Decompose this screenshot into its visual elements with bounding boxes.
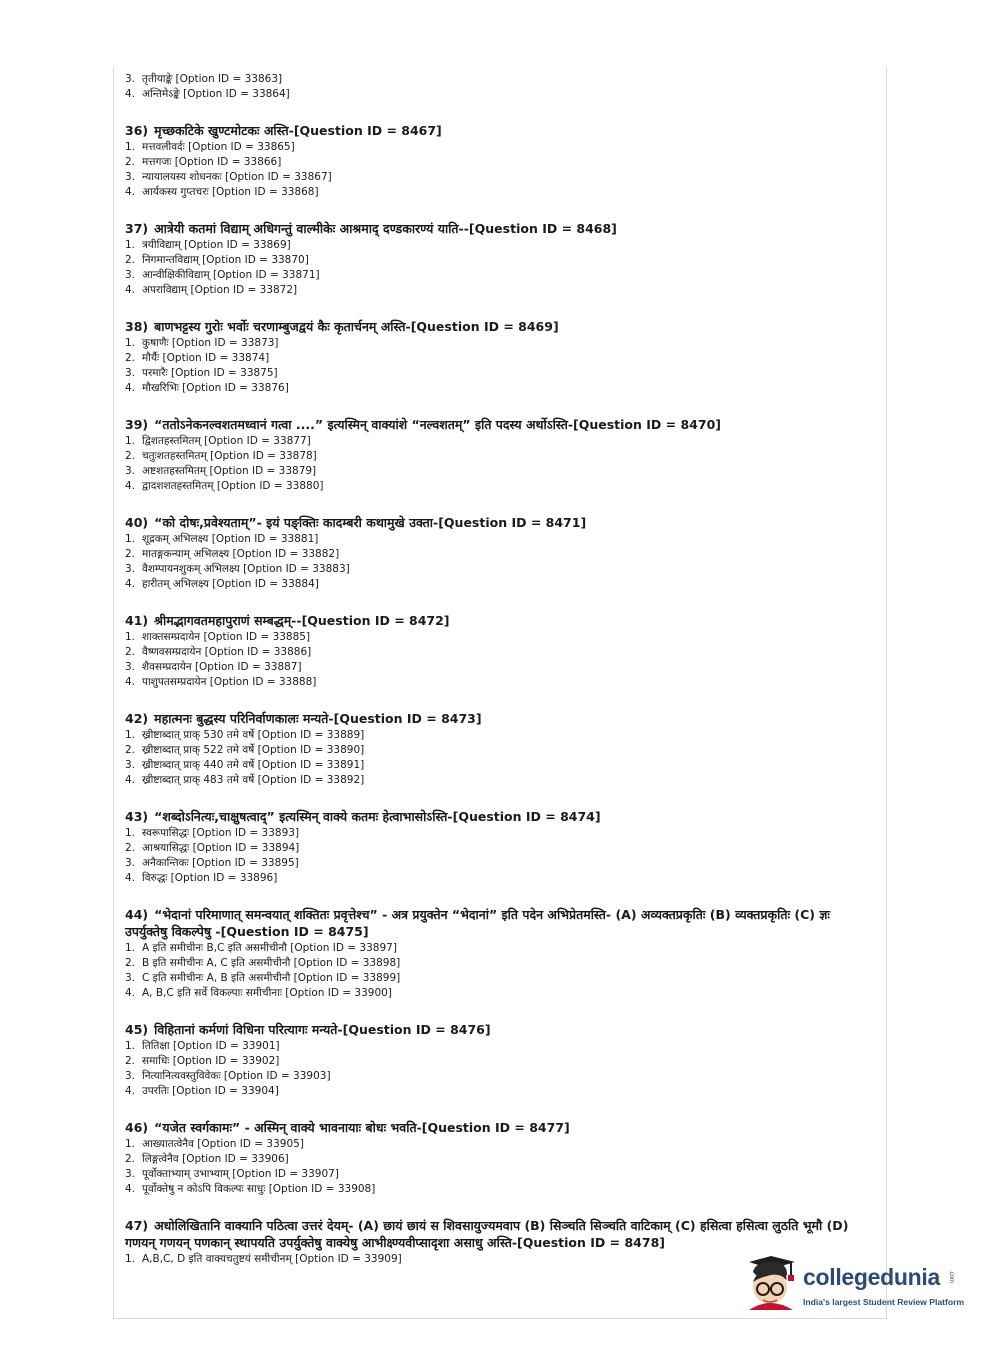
option-text: आर्यकस्य गुप्तचरः [Option ID = 33868] — [142, 186, 319, 198]
option-text: हारीतम् अभिलक्ष्य [Option ID = 33884] — [142, 578, 319, 590]
question-list — [125, 122, 870, 1267]
option-text: A, B,C इति सर्वे विकल्पाः समीचीनाः [Option ID = 33900] — [142, 987, 392, 999]
question-body: बाणभट्टस्य गुरोः भर्वोः चरणाम्बुजद्वयं कैः कृतार्चनम् अस्ति-[Question ID = 8469] — [154, 319, 559, 334]
question-body: “यजेत स्वर्गकामः” - अस्मिन् वाक्ये भावनायाः बोधः भवति-[Question ID = 8477] — [154, 1120, 570, 1135]
option-text: नित्यानित्यवस्तुविवेकः [Option ID = 33903] — [142, 1070, 331, 1082]
option-text: A इति समीचीनः B,C इति असमीचीनौ [Option ID = 33897] — [142, 942, 397, 954]
question-number: 42) — [125, 711, 149, 726]
option-text: विरुद्धः [Option ID = 33896] — [142, 872, 278, 884]
option-text: आश्रयासिद्धः [Option ID = 33894] — [142, 842, 300, 854]
option-text: ख्रीष्टाब्दात् प्राक् 483 तमे वर्षे [Option ID = 33892] — [142, 774, 365, 786]
option-item — [125, 72, 870, 87]
question-block — [125, 1119, 870, 1197]
option-item — [125, 1137, 870, 1152]
option-number: 1. — [125, 533, 136, 545]
option-number: 2. — [125, 156, 136, 168]
option-item — [125, 941, 870, 956]
option-item — [125, 87, 870, 102]
option-number: 4. — [125, 284, 136, 296]
question-number: 36) — [125, 123, 149, 138]
option-number: 4. — [125, 186, 136, 198]
option-item — [125, 841, 870, 856]
option-text: शाक्तसम्प्रदायेन [Option ID = 33885] — [142, 631, 311, 643]
option-number: 1. — [125, 141, 136, 153]
option-number: 2. — [125, 450, 136, 462]
question-block — [125, 220, 870, 298]
option-number: 1. — [125, 1138, 136, 1150]
option-text: A,B,C, D इति वाक्यचतुष्टयं समीचीनम् [Option ID = 33909] — [142, 1253, 402, 1265]
option-text: मत्तगजः [Option ID = 33866] — [142, 156, 282, 168]
question-body: श्रीमद्भागवतमहापुराणं सम्बद्धम्--[Question ID = 8472] — [154, 613, 450, 628]
question-block — [125, 710, 870, 788]
option-text: स्वरूपासिद्धः [Option ID = 33893] — [142, 827, 300, 839]
option-item — [125, 268, 870, 283]
question-block — [125, 906, 870, 1001]
option-number: 3. — [125, 1168, 136, 1180]
option-text: ख्रीष्टाब्दात् प्राक् 440 तमे वर्षे [Option ID = 33891] — [142, 759, 365, 771]
option-item — [125, 434, 870, 449]
question-text — [125, 514, 870, 531]
option-number: 3. — [125, 171, 136, 183]
option-text: उपरतिः [Option ID = 33904] — [142, 1085, 279, 1097]
option-text: ख्रीष्टाब्दात् प्राक् 522 तमे वर्षे [Option ID = 33890] — [142, 744, 365, 756]
option-text: द्विशतहस्तमितम् [Option ID = 33877] — [142, 435, 311, 447]
option-item — [125, 562, 870, 577]
option-number: 3. — [125, 972, 136, 984]
option-text: B इति समीचीनः A, C इति असमीचीनौ [Option ID = 33898] — [142, 957, 401, 969]
option-text: चतुःशतहस्तमितम् [Option ID = 33878] — [142, 450, 317, 462]
question-number: 40) — [125, 515, 149, 530]
option-number: 1. — [125, 435, 136, 447]
option-number: 3. — [125, 857, 136, 869]
question-text — [125, 710, 870, 727]
question-body: “शब्दोऽनित्यः,चाक्षुषत्वाद्” इत्यस्मिन् वाक्ये कतमः हेत्वाभासोऽस्ति-[Question ID = 8474] — [154, 809, 601, 824]
option-text: शैवसम्प्रदायेन [Option ID = 33887] — [142, 661, 302, 673]
option-text: ख्रीष्टाब्दात् प्राक् 530 तमे वर्षे [Option ID = 33889] — [142, 729, 365, 741]
option-item — [125, 971, 870, 986]
option-text: अपराविद्याम् [Option ID = 33872] — [142, 284, 298, 296]
option-number: 4. — [125, 872, 136, 884]
option-item — [125, 956, 870, 971]
option-item — [125, 1069, 870, 1084]
option-text: समाधिः [Option ID = 33902] — [142, 1055, 280, 1067]
option-number: 1. — [125, 1253, 136, 1265]
question-text — [125, 906, 870, 940]
option-item — [125, 728, 870, 743]
option-item — [125, 1039, 870, 1054]
option-text: न्यायालयस्य शोधनकः [Option ID = 33867] — [142, 171, 332, 183]
carryover-options — [125, 72, 870, 102]
collegedunia-watermark — [745, 1254, 975, 1314]
option-text: पूर्वोक्तेषु न कोऽपि विकल्पः साधुः [Option ID = 33908] — [142, 1183, 376, 1195]
option-number: 3. — [125, 1070, 136, 1082]
question-number: 39) — [125, 417, 149, 432]
option-item — [125, 1167, 870, 1182]
question-text — [125, 1217, 870, 1251]
option-text: वैशम्पायनशुकम् अभिलक्ष्य [Option ID = 33883] — [142, 563, 350, 575]
option-number: 2. — [125, 957, 136, 969]
question-body: मृच्छकटिके खुण्टमोटकः अस्ति-[Question ID = 8467] — [154, 123, 442, 138]
option-item — [125, 532, 870, 547]
option-number: 3. — [125, 661, 136, 673]
question-block — [125, 808, 870, 886]
option-text: द्वादशशतहस्तमितम् [Option ID = 33880] — [142, 480, 324, 492]
question-body: “भेदानां परिमाणात् समन्वयात् शक्तितः प्रवृत्तेश्च” - अत्र प्रयुक्तेन “भेदानां” इति पदेन अभिप्रेतमस्ति- (A) अव्यक्तप्रकृतिः (B) व्यक्तप्रकृतिः (C) ज्ञः उपर्युक्तेषु विकल्पेषु -[Question ID = 8475] — [125, 907, 830, 939]
option-number: 1. — [125, 942, 136, 954]
option-item — [125, 238, 870, 253]
option-text: त्रयीविद्याम् [Option ID = 33869] — [142, 239, 291, 251]
option-item — [125, 856, 870, 871]
option-text: अनैकान्तिकः [Option ID = 33895] — [142, 857, 299, 869]
option-item — [125, 577, 870, 592]
brand-name: collegedunia — [803, 1264, 940, 1290]
option-item — [125, 1152, 870, 1167]
option-item — [125, 645, 870, 660]
option-text: मौखरिभिः [Option ID = 33876] — [142, 382, 289, 394]
option-item — [125, 351, 870, 366]
question-body: महात्मनः बुद्धस्य परिनिर्वाणकालः मन्यते-[Question ID = 8473] — [154, 711, 482, 726]
option-text: पूर्वोक्ताभ्याम् उभाभ्याम् [Option ID = 33907] — [142, 1168, 339, 1180]
document-content — [125, 72, 870, 1267]
option-item — [125, 366, 870, 381]
option-item — [125, 449, 870, 464]
option-number: 3. — [125, 73, 136, 85]
option-number: 3. — [125, 563, 136, 575]
question-body: विहितानां कर्मणां विधिना परित्यागः मन्यते-[Question ID = 8476] — [154, 1022, 491, 1037]
student-mascot-icon — [745, 1256, 803, 1310]
question-block — [125, 122, 870, 200]
option-number: 1. — [125, 827, 136, 839]
question-number: 46) — [125, 1120, 149, 1135]
option-item — [125, 1054, 870, 1069]
option-item — [125, 773, 870, 788]
option-number: 1. — [125, 239, 136, 251]
question-text — [125, 1021, 870, 1038]
option-item — [125, 336, 870, 351]
option-text: अन्तिमेऽङ्के [Option ID = 33864] — [142, 88, 290, 100]
option-number: 2. — [125, 254, 136, 266]
option-number: 2. — [125, 548, 136, 560]
option-text: तितिक्षा [Option ID = 33901] — [142, 1040, 280, 1052]
question-number: 41) — [125, 613, 149, 628]
option-text: निगमान्तविद्याम् [Option ID = 33870] — [142, 254, 309, 266]
brand-domain-suffix: .com — [948, 1270, 954, 1284]
option-number: 4. — [125, 382, 136, 394]
question-text — [125, 318, 870, 335]
option-text: परमारैः [Option ID = 33875] — [142, 367, 278, 379]
option-number: 4. — [125, 1085, 136, 1097]
option-number: 2. — [125, 352, 136, 364]
option-text: C इति समीचीनः A, B इति असमीचीनौ [Option ID = 33899] — [142, 972, 401, 984]
question-number: 44) — [125, 907, 149, 922]
option-number: 2. — [125, 1153, 136, 1165]
question-text — [125, 122, 870, 139]
option-number: 2. — [125, 1055, 136, 1067]
option-text: आन्वीक्षिकीविद्याम् [Option ID = 33871] — [142, 269, 320, 281]
option-number: 4. — [125, 480, 136, 492]
option-item — [125, 630, 870, 645]
option-number: 4. — [125, 676, 136, 688]
option-item — [125, 170, 870, 185]
question-text — [125, 220, 870, 237]
option-number: 2. — [125, 744, 136, 756]
option-number: 4. — [125, 88, 136, 100]
option-number: 2. — [125, 646, 136, 658]
option-text: अष्टशतहस्तमितम् [Option ID = 33879] — [142, 465, 317, 477]
question-block — [125, 318, 870, 396]
option-text: वैष्णवसम्प्रदायेन [Option ID = 33886] — [142, 646, 312, 658]
option-item — [125, 283, 870, 298]
option-text: मातङ्गकन्याम् अभिलक्ष्य [Option ID = 33882] — [142, 548, 340, 560]
question-block — [125, 416, 870, 494]
option-item — [125, 140, 870, 155]
option-item — [125, 675, 870, 690]
option-item — [125, 660, 870, 675]
option-item — [125, 743, 870, 758]
question-block — [125, 1021, 870, 1099]
option-number: 1. — [125, 729, 136, 741]
question-body: आत्रेयी कतमां विद्याम् अधिगन्तुं वाल्मीकेः आश्रमाद् दण्डकारण्यं याति--[Question ID = 8468] — [154, 221, 617, 236]
question-block — [125, 514, 870, 592]
option-number: 1. — [125, 631, 136, 643]
brand-tagline: India's largest Student Review Platform — [803, 1297, 965, 1307]
option-item — [125, 871, 870, 886]
option-item — [125, 1084, 870, 1099]
question-text — [125, 416, 870, 433]
option-text: आख्यातत्वेनैव [Option ID = 33905] — [142, 1138, 304, 1150]
option-text: मत्तवलीवर्दः [Option ID = 33865] — [142, 141, 295, 153]
question-number: 45) — [125, 1022, 149, 1037]
option-text: कुषाणैः [Option ID = 33873] — [142, 337, 279, 349]
option-text: शूद्रकम् अभिलक्ष्य [Option ID = 33881] — [142, 533, 319, 545]
option-item — [125, 479, 870, 494]
question-block — [125, 612, 870, 690]
question-number: 37) — [125, 221, 149, 236]
option-number: 3. — [125, 367, 136, 379]
option-item — [125, 547, 870, 562]
option-text: पाशुपतसम्प्रदायेन [Option ID = 33888] — [142, 676, 317, 688]
option-number: 2. — [125, 842, 136, 854]
option-number: 3. — [125, 465, 136, 477]
question-text — [125, 808, 870, 825]
option-number: 4. — [125, 1183, 136, 1195]
option-number: 4. — [125, 987, 136, 999]
option-item — [125, 155, 870, 170]
option-number: 1. — [125, 337, 136, 349]
question-number: 38) — [125, 319, 149, 334]
question-body: “को दोषः,प्रवेश्यताम्”- इयं पङ्क्तिः कादम्बरी कथामुखे उक्ता-[Question ID = 8471] — [154, 515, 587, 530]
option-number: 3. — [125, 759, 136, 771]
question-text — [125, 1119, 870, 1136]
question-number: 47) — [125, 1218, 149, 1233]
option-item — [125, 986, 870, 1001]
option-item — [125, 758, 870, 773]
option-item — [125, 185, 870, 200]
option-item — [125, 253, 870, 268]
option-number: 1. — [125, 1040, 136, 1052]
option-item — [125, 381, 870, 396]
option-text: तृतीयाङ्के [Option ID = 33863] — [142, 73, 283, 85]
option-item — [125, 1182, 870, 1197]
question-body: “ततोऽनेकनल्वशतमध्वानं गत्वा ....” इत्यस्मिन् वाक्यांशे “नल्वशतम्” इति पदस्य अर्थोऽस्ति-[Question ID = 8470] — [154, 417, 721, 432]
option-item — [125, 464, 870, 479]
option-number: 4. — [125, 774, 136, 786]
question-body: अधोलिखितानि वाक्यानि पठित्वा उत्तरं देयम्- (A) छायं छायं स शिवसायुज्यमवाप (B) सिञ्चति सिञ्चति वाटिकाम् (C) हसित्वा हसित्वा लुठति भूमौ (D) गणयन् गणयन् पणकान् स्थापयति उपर्युक्तेषु वाक्येषु आभीक्ष्ण्यवीप्सादृशा असाधु अस्ति-[Question ID = 8478] — [125, 1218, 849, 1250]
option-number: 4. — [125, 578, 136, 590]
question-text — [125, 612, 870, 629]
option-text: मौर्यैः [Option ID = 33874] — [142, 352, 270, 364]
question-number: 43) — [125, 809, 149, 824]
option-item — [125, 826, 870, 841]
option-number: 3. — [125, 269, 136, 281]
option-text: लिङ्गत्वेनैव [Option ID = 33906] — [142, 1153, 289, 1165]
